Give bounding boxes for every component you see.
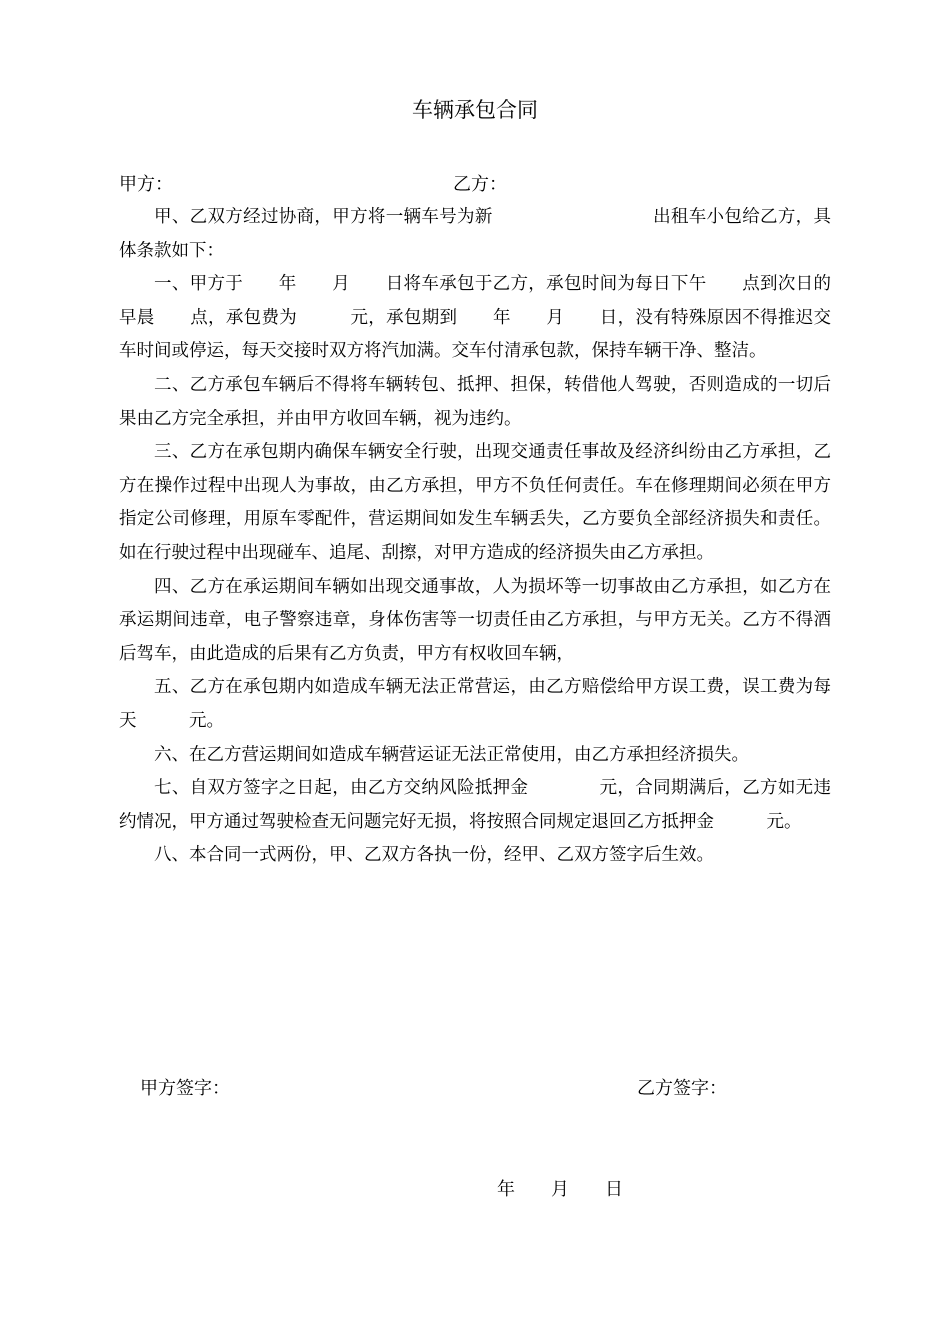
document-title: 车辆承包合同 xyxy=(412,98,538,122)
paragraph-clause-5: 五、乙方在承包期内如造成车辆无法正常营运，由乙方赔偿给甲方误工费，误工费为每天 元。 xyxy=(119,677,831,731)
paragraph-clause-1: 一、甲方于 年 月 日将车承包于乙方，承包时间为每日下午 点到次日的早晨 点，承包费为 元，承包期到 年 月 日，没有特殊原因不得推迟交车时间或停运，每天交接时双方将汽加满。交车付清承包款，保持车辆干净、整洁。 xyxy=(119,274,831,362)
paragraph-clause-2: 二、乙方承包车辆后不得将车辆转包、抵押、担保，转借他人驾驶，否则造成的一切后果由乙方完全承担，并由甲方收回车辆，视为违约。 xyxy=(119,374,831,429)
paragraph-clause-4: 四、乙方在承运期间车辆如出现交通事故，人为损坏等一切事故由乙方承担，如乙方在承运期间违章，电子警察违章，身体伤害等一切责任由乙方承担，与甲方无关。乙方不得酒后驾车，由此造成的后果有乙方负责，甲方有权收回车辆， xyxy=(119,576,831,664)
paragraph-clause-3: 三、乙方在承包期内确保车辆安全行驶，出现交通责任事故及经济纠纷由乙方承担，乙方在操作过程中出现人为事故，由乙方承担，甲方不负任何责任。车在修理期间必须在甲方指定公司修理，用原车零配件，营运期间如发生车辆丢失，乙方要负全部经济损失和责任。如在行驶过程中出现碰车、追尾、刮擦，对甲方造成的经济损失由乙方承担。 xyxy=(119,442,831,563)
paragraph-clause-6: 六、在乙方营运期间如造成车辆营运证无法正常使用，由乙方承担经济损失。 xyxy=(154,744,749,765)
signature-b-label: 乙方签字： xyxy=(637,1078,727,1099)
paragraph-intro: 甲、乙双方经过协商，甲方将一辆车号为新 出租车小包给乙方，具体条款如下： xyxy=(119,207,831,261)
paragraph-clause-7: 七、自双方签字之日起，由乙方交纳风险抵押金 元，合同期满后，乙方如无违约情况，甲方通过驾驶检查无问题完好无损，将按照合同规定退回乙方抵押金 元。 xyxy=(119,778,831,832)
paragraph-clause-8: 八、本合同一式两份，甲、乙双方各执一份，经甲、乙双方签字后生效。 xyxy=(154,845,714,866)
signature-a-label: 甲方签字： xyxy=(140,1078,230,1099)
party-a-label: 甲方： xyxy=(119,174,173,195)
date-line: 年 月 日 xyxy=(497,1179,623,1200)
contract-body xyxy=(119,201,831,873)
party-b-label: 乙方： xyxy=(453,174,507,195)
